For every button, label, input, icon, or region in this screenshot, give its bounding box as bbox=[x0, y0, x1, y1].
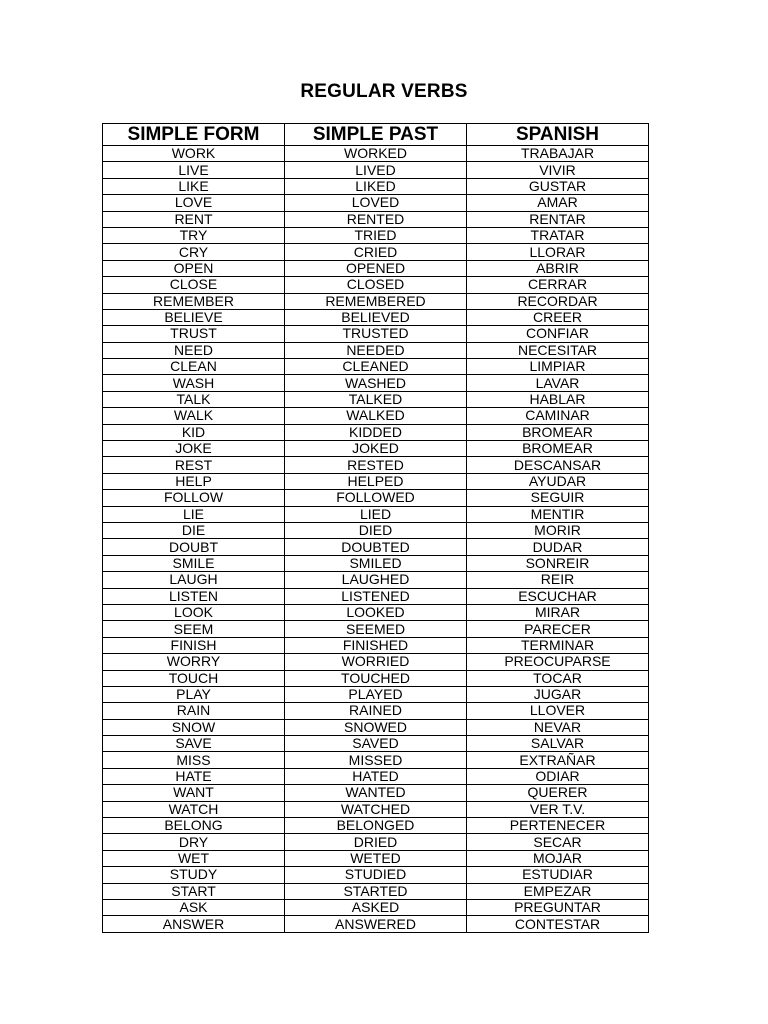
cell-simple-form: LISTEN bbox=[103, 588, 285, 604]
table-row bbox=[103, 883, 649, 899]
cell-simple-form: DIE bbox=[103, 522, 285, 538]
table-row bbox=[103, 473, 649, 489]
table-row bbox=[103, 424, 649, 440]
cell-simple-form: ANSWER bbox=[103, 916, 285, 932]
cell-simple-form: ASK bbox=[103, 899, 285, 915]
cell-simple-form: WORK bbox=[103, 146, 285, 162]
table-body bbox=[103, 146, 649, 933]
cell-simple-past: LAUGHED bbox=[285, 572, 467, 588]
cell-simple-past: CLOSED bbox=[285, 277, 467, 293]
cell-spanish: GUSTAR bbox=[467, 178, 649, 194]
cell-simple-form: LOVE bbox=[103, 195, 285, 211]
cell-spanish: LLOVER bbox=[467, 703, 649, 719]
cell-spanish: LIMPIAR bbox=[467, 359, 649, 375]
cell-simple-past: RESTED bbox=[285, 457, 467, 473]
cell-simple-past: DOUBTED bbox=[285, 539, 467, 555]
cell-spanish: MIRAR bbox=[467, 604, 649, 620]
table-row bbox=[103, 916, 649, 932]
table-row bbox=[103, 834, 649, 850]
cell-spanish: TRATAR bbox=[467, 227, 649, 243]
cell-simple-form: RENT bbox=[103, 211, 285, 227]
cell-spanish: TRABAJAR bbox=[467, 146, 649, 162]
cell-simple-form: TRY bbox=[103, 227, 285, 243]
table-row bbox=[103, 637, 649, 653]
cell-spanish: PARECER bbox=[467, 621, 649, 637]
cell-simple-past: NEEDED bbox=[285, 342, 467, 358]
cell-spanish: RECORDAR bbox=[467, 293, 649, 309]
verbs-table bbox=[102, 123, 649, 933]
cell-simple-past: RAINED bbox=[285, 703, 467, 719]
cell-simple-past: TRUSTED bbox=[285, 326, 467, 342]
cell-simple-form: SMILE bbox=[103, 555, 285, 571]
cell-simple-form: DOUBT bbox=[103, 539, 285, 555]
cell-simple-past: ASKED bbox=[285, 899, 467, 915]
cell-simple-past: JOKED bbox=[285, 441, 467, 457]
table-row bbox=[103, 211, 649, 227]
cell-spanish: ESCUCHAR bbox=[467, 588, 649, 604]
table-row bbox=[103, 604, 649, 620]
cell-spanish: JUGAR bbox=[467, 686, 649, 702]
cell-simple-past: RENTED bbox=[285, 211, 467, 227]
cell-simple-past: WALKED bbox=[285, 408, 467, 424]
cell-spanish: AMAR bbox=[467, 195, 649, 211]
cell-simple-form: WALK bbox=[103, 408, 285, 424]
cell-spanish: ODIAR bbox=[467, 768, 649, 784]
cell-simple-form: HELP bbox=[103, 473, 285, 489]
cell-simple-form: LAUGH bbox=[103, 572, 285, 588]
cell-simple-form: FINISH bbox=[103, 637, 285, 653]
cell-simple-past: STARTED bbox=[285, 883, 467, 899]
cell-simple-past: WORKED bbox=[285, 146, 467, 162]
cell-simple-past: FINISHED bbox=[285, 637, 467, 653]
cell-spanish: MOJAR bbox=[467, 850, 649, 866]
cell-spanish: NECESITAR bbox=[467, 342, 649, 358]
cell-simple-form: START bbox=[103, 883, 285, 899]
cell-spanish: PERTENECER bbox=[467, 818, 649, 834]
cell-simple-form: KID bbox=[103, 424, 285, 440]
cell-simple-past: KIDDED bbox=[285, 424, 467, 440]
table-row bbox=[103, 359, 649, 375]
cell-simple-form: DRY bbox=[103, 834, 285, 850]
table-row bbox=[103, 146, 649, 162]
cell-simple-past: STUDIED bbox=[285, 867, 467, 883]
cell-spanish: NEVAR bbox=[467, 719, 649, 735]
cell-simple-form: TRUST bbox=[103, 326, 285, 342]
page-title: REGULAR VERBS bbox=[300, 81, 468, 102]
cell-spanish: DUDAR bbox=[467, 539, 649, 555]
cell-simple-past: PLAYED bbox=[285, 686, 467, 702]
cell-simple-form: LIVE bbox=[103, 162, 285, 178]
cell-spanish: HABLAR bbox=[467, 391, 649, 407]
cell-spanish: CONTESTAR bbox=[467, 916, 649, 932]
cell-simple-past: SNOWED bbox=[285, 719, 467, 735]
cell-simple-form: REST bbox=[103, 457, 285, 473]
table-row bbox=[103, 768, 649, 784]
cell-simple-form: BELIEVE bbox=[103, 309, 285, 325]
cell-simple-past: REMEMBERED bbox=[285, 293, 467, 309]
cell-spanish: CONFIAR bbox=[467, 326, 649, 342]
table-row bbox=[103, 785, 649, 801]
cell-simple-past: DIED bbox=[285, 522, 467, 538]
cell-spanish: MORIR bbox=[467, 522, 649, 538]
table-row bbox=[103, 391, 649, 407]
cell-spanish: VIVIR bbox=[467, 162, 649, 178]
cell-simple-form: LIKE bbox=[103, 178, 285, 194]
cell-simple-past: TRIED bbox=[285, 227, 467, 243]
cell-spanish: REIR bbox=[467, 572, 649, 588]
table-row bbox=[103, 555, 649, 571]
table-row bbox=[103, 539, 649, 555]
cell-spanish: LLORAR bbox=[467, 244, 649, 260]
cell-simple-past: BELIEVED bbox=[285, 309, 467, 325]
cell-simple-form: SNOW bbox=[103, 719, 285, 735]
cell-simple-past: DRIED bbox=[285, 834, 467, 850]
cell-spanish: CAMINAR bbox=[467, 408, 649, 424]
cell-simple-form: STUDY bbox=[103, 867, 285, 883]
table-row bbox=[103, 195, 649, 211]
cell-spanish: ABRIR bbox=[467, 260, 649, 276]
cell-simple-form: HATE bbox=[103, 768, 285, 784]
table-row bbox=[103, 326, 649, 342]
cell-spanish: BROMEAR bbox=[467, 424, 649, 440]
cell-simple-past: WORRIED bbox=[285, 654, 467, 670]
cell-simple-past: WETED bbox=[285, 850, 467, 866]
table-row bbox=[103, 621, 649, 637]
cell-simple-form: RAIN bbox=[103, 703, 285, 719]
cell-simple-form: MISS bbox=[103, 752, 285, 768]
cell-spanish: RENTAR bbox=[467, 211, 649, 227]
table-row bbox=[103, 572, 649, 588]
table-row bbox=[103, 719, 649, 735]
cell-spanish: BROMEAR bbox=[467, 441, 649, 457]
cell-simple-past: LIKED bbox=[285, 178, 467, 194]
cell-simple-past: SMILED bbox=[285, 555, 467, 571]
table-row bbox=[103, 227, 649, 243]
cell-spanish: PREOCUPARSE bbox=[467, 654, 649, 670]
table-row bbox=[103, 850, 649, 866]
cell-simple-form: WET bbox=[103, 850, 285, 866]
table-row bbox=[103, 506, 649, 522]
cell-spanish: QUERER bbox=[467, 785, 649, 801]
cell-simple-past: WASHED bbox=[285, 375, 467, 391]
cell-simple-form: LOOK bbox=[103, 604, 285, 620]
column-header-simple-form: SIMPLE FORM bbox=[103, 124, 285, 146]
cell-simple-form: TALK bbox=[103, 391, 285, 407]
cell-simple-form: CLEAN bbox=[103, 359, 285, 375]
cell-simple-past: BELONGED bbox=[285, 818, 467, 834]
cell-simple-form: SEEM bbox=[103, 621, 285, 637]
table-row bbox=[103, 162, 649, 178]
cell-spanish: CREER bbox=[467, 309, 649, 325]
table-row bbox=[103, 867, 649, 883]
cell-simple-past: WANTED bbox=[285, 785, 467, 801]
column-header-simple-past: SIMPLE PAST bbox=[285, 124, 467, 146]
cell-spanish: PREGUNTAR bbox=[467, 899, 649, 915]
cell-simple-past: LOVED bbox=[285, 195, 467, 211]
cell-simple-past: MISSED bbox=[285, 752, 467, 768]
table-row bbox=[103, 801, 649, 817]
cell-simple-form: CRY bbox=[103, 244, 285, 260]
cell-spanish: SECAR bbox=[467, 834, 649, 850]
table-row bbox=[103, 588, 649, 604]
table-row bbox=[103, 522, 649, 538]
table-row bbox=[103, 309, 649, 325]
cell-simple-past: WATCHED bbox=[285, 801, 467, 817]
cell-spanish: VER T.V. bbox=[467, 801, 649, 817]
cell-spanish: ESTUDIAR bbox=[467, 867, 649, 883]
table-row bbox=[103, 752, 649, 768]
table-row bbox=[103, 736, 649, 752]
cell-simple-form: OPEN bbox=[103, 260, 285, 276]
cell-simple-form: LIE bbox=[103, 506, 285, 522]
cell-spanish: MENTIR bbox=[467, 506, 649, 522]
cell-simple-past: CRIED bbox=[285, 244, 467, 260]
cell-spanish: AYUDAR bbox=[467, 473, 649, 489]
cell-simple-form: NEED bbox=[103, 342, 285, 358]
table-row bbox=[103, 375, 649, 391]
table-row bbox=[103, 408, 649, 424]
table-row bbox=[103, 818, 649, 834]
cell-simple-past: SAVED bbox=[285, 736, 467, 752]
cell-simple-past: LOOKED bbox=[285, 604, 467, 620]
cell-simple-form: REMEMBER bbox=[103, 293, 285, 309]
cell-spanish: SONREIR bbox=[467, 555, 649, 571]
cell-spanish: EMPEZAR bbox=[467, 883, 649, 899]
table-row bbox=[103, 178, 649, 194]
table-row bbox=[103, 260, 649, 276]
table-row bbox=[103, 293, 649, 309]
cell-simple-past: FOLLOWED bbox=[285, 490, 467, 506]
cell-simple-form: WORRY bbox=[103, 654, 285, 670]
cell-simple-past: CLEANED bbox=[285, 359, 467, 375]
cell-spanish: SEGUIR bbox=[467, 490, 649, 506]
cell-simple-past: LIVED bbox=[285, 162, 467, 178]
table-row bbox=[103, 490, 649, 506]
table-header-row bbox=[103, 124, 649, 146]
cell-simple-past: ANSWERED bbox=[285, 916, 467, 932]
cell-simple-form: FOLLOW bbox=[103, 490, 285, 506]
table-row bbox=[103, 654, 649, 670]
cell-simple-form: JOKE bbox=[103, 441, 285, 457]
cell-simple-form: SAVE bbox=[103, 736, 285, 752]
cell-simple-form: PLAY bbox=[103, 686, 285, 702]
table-row bbox=[103, 441, 649, 457]
cell-simple-past: LISTENED bbox=[285, 588, 467, 604]
cell-simple-past: HATED bbox=[285, 768, 467, 784]
table-row bbox=[103, 670, 649, 686]
cell-spanish: LAVAR bbox=[467, 375, 649, 391]
cell-simple-form: WATCH bbox=[103, 801, 285, 817]
table-row bbox=[103, 899, 649, 915]
table-row bbox=[103, 703, 649, 719]
cell-simple-form: WANT bbox=[103, 785, 285, 801]
cell-spanish: TERMINAR bbox=[467, 637, 649, 653]
cell-simple-form: BELONG bbox=[103, 818, 285, 834]
table-row bbox=[103, 686, 649, 702]
table-row bbox=[103, 457, 649, 473]
cell-spanish: CERRAR bbox=[467, 277, 649, 293]
table-row bbox=[103, 244, 649, 260]
cell-simple-form: TOUCH bbox=[103, 670, 285, 686]
table-row bbox=[103, 277, 649, 293]
cell-simple-form: CLOSE bbox=[103, 277, 285, 293]
cell-simple-form: WASH bbox=[103, 375, 285, 391]
cell-simple-past: TOUCHED bbox=[285, 670, 467, 686]
cell-simple-past: SEEMED bbox=[285, 621, 467, 637]
cell-simple-past: TALKED bbox=[285, 391, 467, 407]
cell-simple-past: OPENED bbox=[285, 260, 467, 276]
cell-spanish: DESCANSAR bbox=[467, 457, 649, 473]
table-row bbox=[103, 342, 649, 358]
cell-spanish: SALVAR bbox=[467, 736, 649, 752]
cell-spanish: TOCAR bbox=[467, 670, 649, 686]
cell-simple-past: HELPED bbox=[285, 473, 467, 489]
column-header-spanish: SPANISH bbox=[467, 124, 649, 146]
cell-simple-past: LIED bbox=[285, 506, 467, 522]
cell-spanish: EXTRAÑAR bbox=[467, 752, 649, 768]
